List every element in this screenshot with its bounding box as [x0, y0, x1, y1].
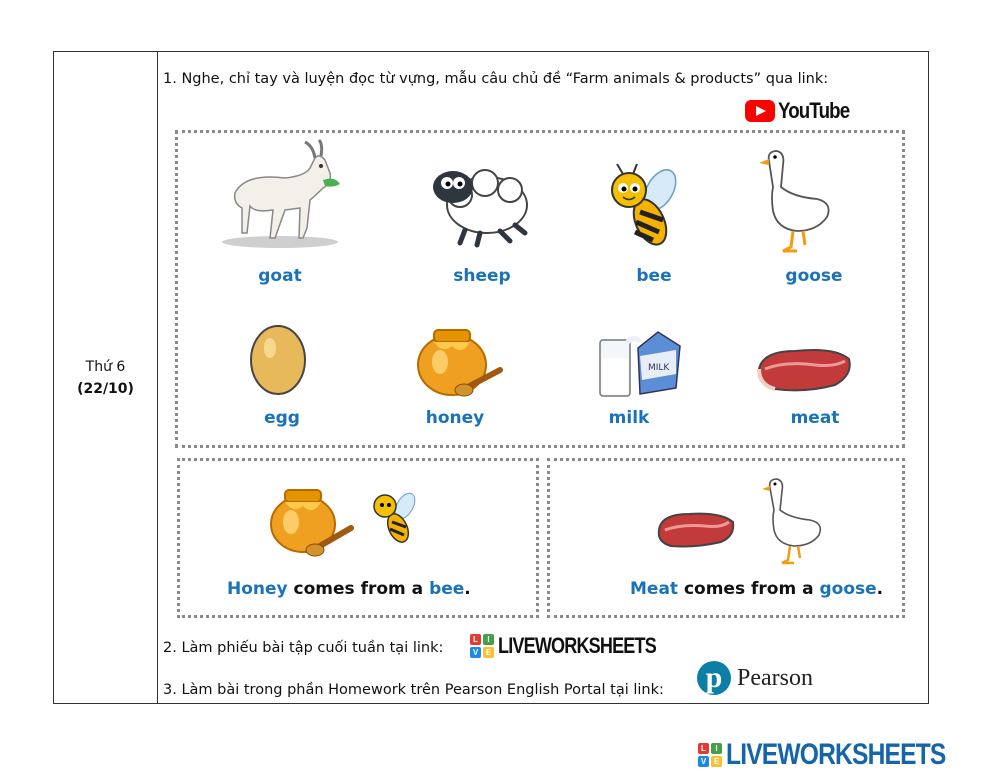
sentence-meat	[630, 579, 883, 599]
footer-wordmark: LIVEWORKSHEETS	[726, 738, 946, 771]
liveworksheets-logo-icon	[470, 634, 494, 658]
egg-icon	[248, 318, 308, 396]
sentence-word: bee	[429, 579, 465, 599]
meat-icon	[655, 510, 737, 550]
logo-letter: V	[470, 647, 481, 658]
logo-letter: E	[483, 647, 494, 658]
sentence-text: comes from a	[287, 579, 430, 599]
logo-letter: I	[711, 743, 722, 754]
sentence-word: goose	[819, 579, 877, 599]
meat-icon	[755, 345, 855, 395]
vocab-egg: egg	[264, 408, 300, 428]
vocab-goose: goose	[785, 266, 843, 286]
logo-letter: I	[483, 634, 494, 645]
sentence-end: .	[876, 579, 884, 599]
vocab-meat: meat	[790, 408, 840, 428]
goat-icon	[215, 138, 345, 250]
goose-icon	[760, 476, 828, 566]
step-1-text: 1. Nghe, chỉ tay và luyện đọc từ vựng, mẫu câu chủ đề “Farm animals & products” qua link:	[163, 71, 829, 87]
logo-letter: L	[698, 743, 709, 754]
logo-letter: L	[470, 634, 481, 645]
day-column	[54, 52, 158, 703]
logo-letter: V	[698, 756, 709, 767]
pearson-logo-icon: p	[697, 661, 731, 695]
goose-icon	[757, 147, 837, 255]
step-2-text: 2. Làm phiếu bài tập cuối tuần tại link:	[163, 640, 444, 656]
svg-text:MILK: MILK	[648, 363, 670, 373]
honey-pot-icon	[265, 482, 357, 560]
day-date: (22/10)	[77, 381, 134, 397]
sentence-text: comes from a	[678, 579, 820, 599]
liveworksheets-wordmark: LIVEWORKSHEETS	[498, 633, 656, 658]
logo-letter: E	[711, 756, 722, 767]
pearson-link[interactable]	[697, 661, 813, 695]
step-3-text: 3. Làm bài trong phần Homework trên Pearson English Portal tại link:	[163, 682, 664, 698]
liveworksheets-logo-icon	[698, 743, 722, 767]
bee-icon	[605, 162, 685, 250]
vocab-milk: milk	[608, 408, 650, 428]
footer-liveworksheets-brand[interactable]	[698, 738, 994, 772]
youtube-play-icon	[745, 100, 775, 122]
vocab-bee: bee	[636, 266, 672, 286]
liveworksheets-link[interactable]	[470, 633, 691, 659]
youtube-link[interactable]	[745, 98, 862, 124]
vocab-goat: goat	[258, 266, 302, 286]
sentence-word: Honey	[227, 579, 288, 599]
vocab-honey: honey	[425, 408, 485, 428]
pearson-wordmark: Pearson	[737, 664, 813, 691]
honey-pot-icon	[412, 320, 507, 400]
day-label	[54, 356, 157, 400]
sentence-honey	[227, 579, 471, 599]
sheep-icon	[425, 155, 535, 250]
milk-icon	[596, 328, 688, 400]
day-name: Thứ 6	[85, 359, 126, 375]
sentence-end: .	[464, 579, 471, 599]
vocab-sheep: sheep	[453, 266, 511, 286]
youtube-wordmark: YouTube	[778, 98, 850, 123]
bee-icon	[370, 488, 420, 546]
sentence-word: Meat	[630, 579, 679, 599]
